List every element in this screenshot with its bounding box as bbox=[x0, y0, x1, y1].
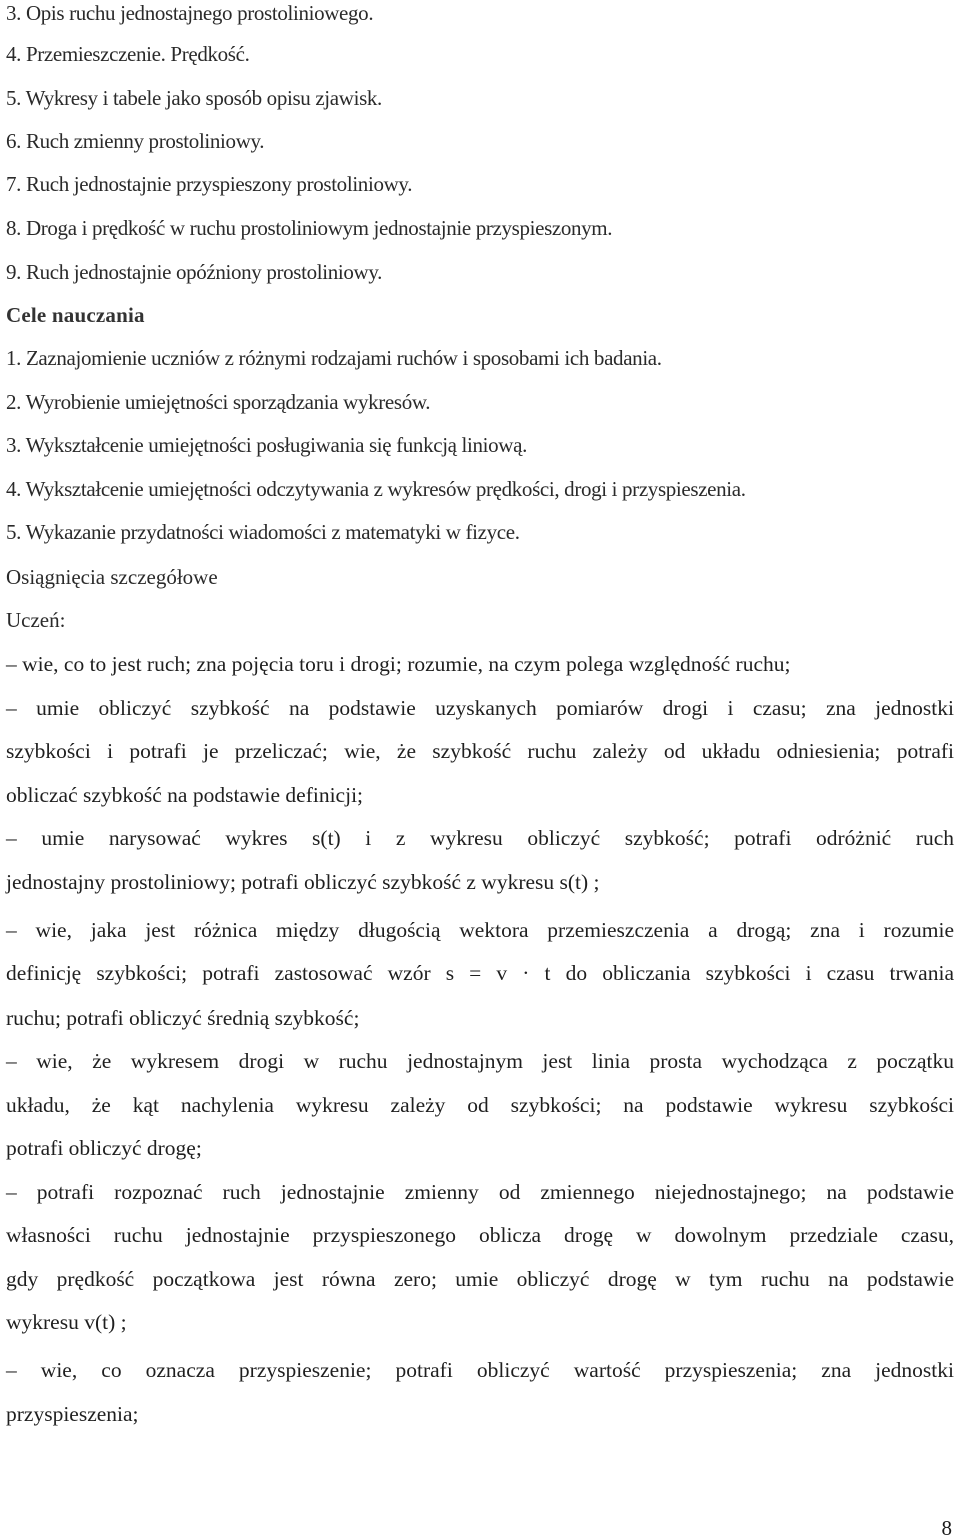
topic-item: 6. Ruch zmienny prostoliniowy. bbox=[6, 129, 265, 153]
achievement-line: ruchu; potrafi obliczyć średnią szybkość; bbox=[6, 1006, 360, 1030]
topic-item: 3. Opis ruchu jednostajnego prostoliniowego. bbox=[6, 1, 374, 25]
topic-item: 8. Droga i prędkość w ruchu prostoliniowym jednostajnie przyspieszonym. bbox=[6, 216, 613, 240]
achievement-line: – wie, co oznacza przyspieszenie; potrafi obliczyć wartość przyspieszenia; zna jednostki bbox=[6, 1358, 954, 1382]
achievement-line: – potrafi rozpoznać ruch jednostajnie zmienny od zmiennego niejednostajnego; na podstawie bbox=[6, 1180, 954, 1204]
achievement-line: – wie, co to jest ruch; zna pojęcia toru i drogi; rozumie, na czym polega względność ruchu; bbox=[6, 652, 791, 676]
achievement-line: – umie obliczyć szybkość na podstawie uzyskanych pomiarów drogi i czasu; zna jednostki bbox=[6, 696, 954, 720]
achievement-line: układu, że kąt nachylenia wykresu zależy od szybkości; na podstawie wykresu szybkości bbox=[6, 1093, 954, 1117]
page-number: 8 bbox=[941, 1516, 952, 1540]
goal-item: 5. Wykazanie przydatności wiadomości z matematyki w fizyce. bbox=[6, 520, 520, 544]
achievement-line: wykresu v(t) ; bbox=[6, 1310, 127, 1334]
achievement-line: potrafi obliczyć drogę; bbox=[6, 1136, 202, 1160]
achievement-line: obliczać szybkość na podstawie definicji; bbox=[6, 783, 364, 807]
achievement-line: definicję szybkości; potrafi zastosować wzór s = v · t do obliczania szybkości i czasu trwania bbox=[6, 961, 954, 985]
achievement-line: – wie, jaka jest różnica między długością wektora przemieszczenia a drogą; zna i rozumie bbox=[6, 918, 954, 942]
achievement-line: własności ruchu jednostajnie przyspieszonego oblicza drogę w dowolnym przedziale czasu, bbox=[6, 1223, 954, 1247]
achievement-line: gdy prędkość początkowa jest równa zero; umie obliczyć drogę w tym ruchu na podstawie bbox=[6, 1267, 954, 1291]
topic-item: 5. Wykresy i tabele jako sposób opisu zjawisk. bbox=[6, 86, 382, 110]
goal-item: 3. Wykształcenie umiejętności posługiwania się funkcją liniową. bbox=[6, 433, 527, 457]
goal-item: 1. Zaznajomienie uczniów z różnymi rodzajami ruchów i sposobami ich badania. bbox=[6, 346, 662, 370]
achievement-line: – wie, że wykresem drogi w ruchu jednostajnym jest linia prosta wychodząca z początku bbox=[6, 1049, 954, 1073]
achievement-line: jednostajny prostoliniowy; potrafi obliczyć szybkość z wykresu s(t) ; bbox=[6, 870, 600, 894]
section-heading-goals: Cele nauczania bbox=[6, 303, 145, 327]
student-label: Uczeń: bbox=[6, 608, 66, 632]
achievement-line: – umie narysować wykres s(t) i z wykresu obliczyć szybkość; potrafi odróżnić ruch bbox=[6, 826, 954, 850]
topic-item: 9. Ruch jednostajnie opóźniony prostoliniowy. bbox=[6, 260, 383, 284]
topic-item: 4. Przemieszczenie. Prędkość. bbox=[6, 42, 250, 66]
achievement-line: przyspieszenia; bbox=[6, 1402, 139, 1426]
achievement-line: szybkości i potrafi je przeliczać; wie, że szybkość ruchu zależy od układu odniesienia; potrafi bbox=[6, 739, 954, 763]
topic-item: 7. Ruch jednostajnie przyspieszony prostoliniowy. bbox=[6, 172, 413, 196]
goal-item: 4. Wykształcenie umiejętności odczytywania z wykresów prędkości, drogi i przyspieszenia. bbox=[6, 477, 746, 501]
section-heading-achievements: Osiągnięcia szczegółowe bbox=[6, 565, 218, 589]
goal-item: 2. Wyrobienie umiejętności sporządzania wykresów. bbox=[6, 390, 431, 414]
